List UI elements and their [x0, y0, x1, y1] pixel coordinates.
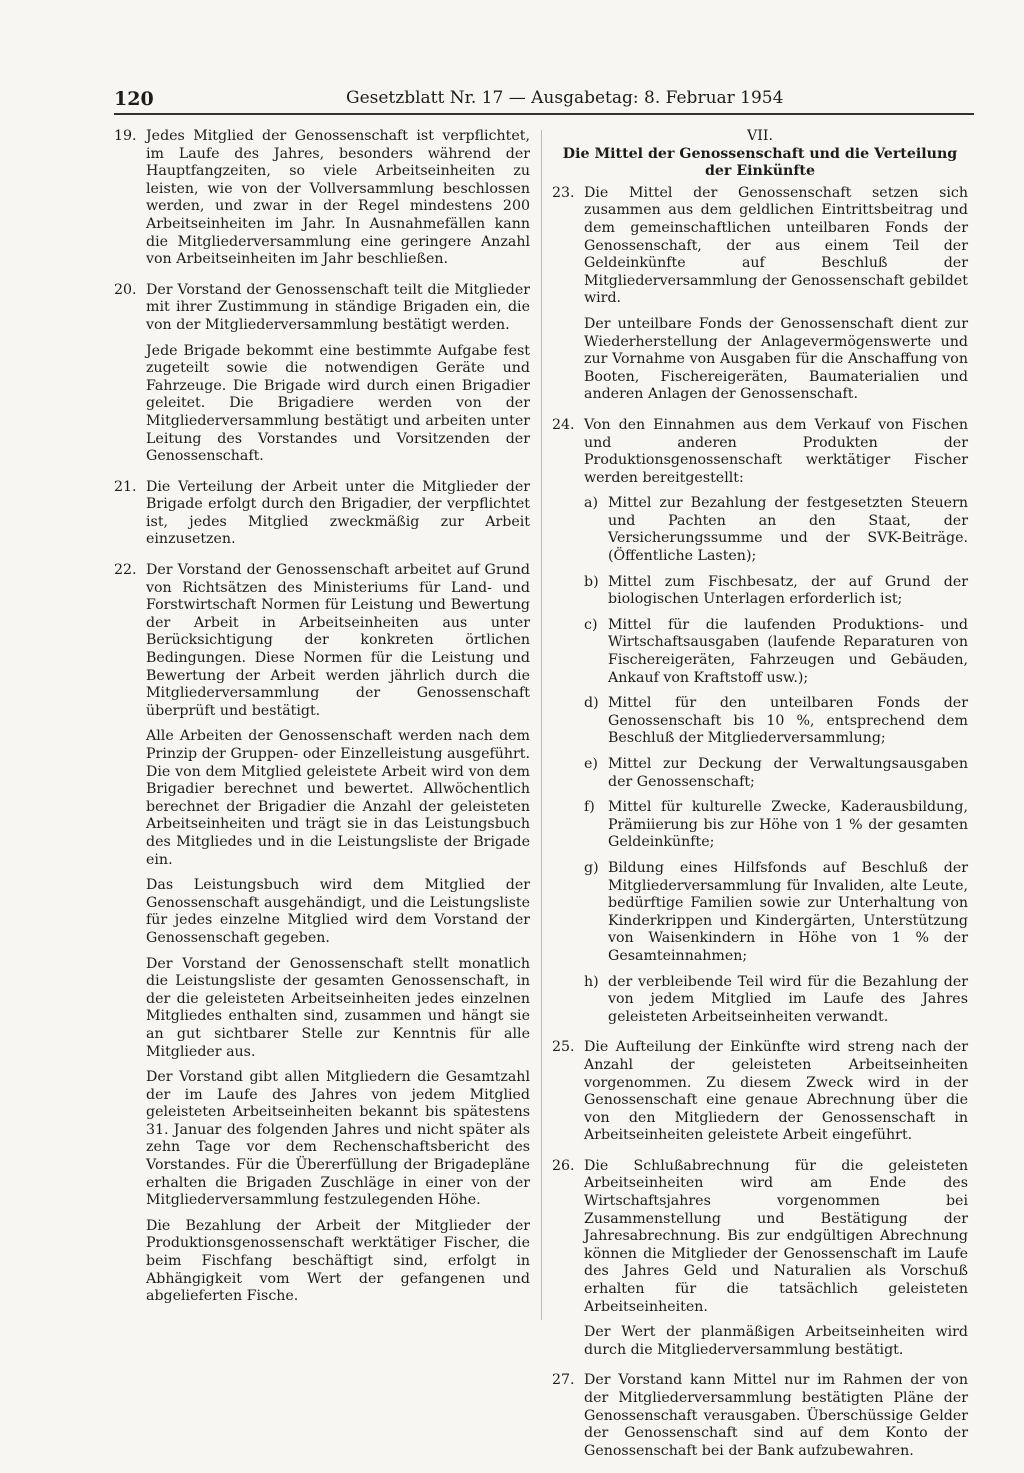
paragraph-item-24 [552, 417, 968, 1026]
sub-item [584, 574, 968, 609]
item-paragraph: Das Leistungsbuch wird dem Mitglied der Genossenschaft ausgehändigt, und die Leistungsliste für jedes einzelne Mitglied wird dem Vorstand der Genossenschaft gegeben. [146, 877, 530, 946]
sub-item-text: Mittel für kulturelle Zwecke, Kaderausbildung, Prämiierung bis zur Höhe von 1 % der gesamten Geldeinkünfte; [608, 799, 968, 851]
sub-item-text: Mittel zur Bezahlung der festgesetzten Steuern und Pachten an den Staat, der Versicherungssumme und der SVK-Beiträge. (Öffentliche Lasten); [608, 495, 968, 565]
sub-item-text: Mittel für die laufenden Produktions- und Wirtschaftsausgaben (laufende Reparaturen von Fischereigeräten, Fahrzeugen und Gebäuden, Ankauf von Kraftstoff usw.); [608, 616, 968, 686]
sub-item-label: d) [584, 695, 599, 712]
sub-item [584, 756, 968, 791]
paragraph-item-27 [552, 1372, 968, 1460]
paragraph-item-21 [114, 479, 530, 549]
item-number: 20. [114, 281, 137, 298]
sub-item-text: Mittel für den unteilbaren Fonds der Genossenschaft bis 10 %, entsprechend dem Beschluß der Mitgliederversammlung; [608, 695, 968, 747]
item-paragraph: Die Aufteilung der Einkünfte wird streng nach der Anzahl der geleisteten Arbeitseinheiten vorgenommen. Zu diesem Zweck wird in der Genossenschaft eine genaue Abrechnung über die von den Mitgliedern der Genossenschaft in Arbeitseinheiten geleistete Arbeit eingeführt. [584, 1039, 968, 1144]
paragraph-item-26 [552, 1158, 968, 1360]
item-paragraph: Der unteilbare Fonds der Genossenschaft dient zur Wiederherstellung der Anlagevermögenswerte und zur Vornahme von Ausgaben für die Anschaffung von Booten, Fischereigeräten, Baumaterialien und anderen Anlagen der Genossenschaft. [584, 315, 968, 403]
sub-item-label: c) [584, 616, 598, 633]
sub-item-label: a) [584, 495, 598, 512]
item-paragraph: Der Vorstand der Genossenschaft stellt monatlich die Leistungsliste der gesamten Genossenschaft, in der die geleisteten Arbeitseinheiten jedes einzelnen Mitgliedes enthalten sind, zusammen und hängt sie an gut sichtbarer Stelle zur Kenntnis für alle Mitglieder aus. [146, 955, 530, 1060]
sub-item [584, 695, 968, 748]
sub-item [584, 860, 968, 966]
sub-item-text: der verbleibende Teil wird für die Bezahlung der von jedem Mitglied im Laufe des Jahres geleisteten Arbeitseinheiten verwandt. [608, 973, 968, 1025]
item-number: 26. [552, 1157, 575, 1174]
item-number: 23. [552, 184, 575, 201]
sub-item [584, 974, 968, 1027]
right-column [552, 128, 968, 1473]
item-paragraph: Der Vorstand der Genossenschaft teilt die Mitglieder mit ihrer Zustimmung in ständige Brigaden ein, die von der Mitgliederversammlung bestätigt werden. [146, 281, 530, 333]
column-divider [541, 130, 542, 1320]
paragraph-item-22 [114, 562, 530, 1306]
item-number: 25. [552, 1039, 575, 1056]
section-number: VII. [747, 128, 773, 144]
paragraph-item-23 [552, 185, 968, 404]
item-paragraph: Die Verteilung der Arbeit unter die Mitglieder der Brigade erfolgt durch den Brigadier, der verpflichtet ist, jedes Mitglied zweckmäßig zur Arbeit einzusetzen. [146, 478, 530, 548]
sub-item-label: e) [584, 756, 598, 772]
item-number: 21. [114, 478, 137, 495]
item-paragraph: Die Bezahlung der Arbeit der Mitglieder der Produktionsgenossenschaft werktätiger Fischer, die beim Fischfang beschäftigt sind, erfolgt in Abhängigkeit vom Wert der gefangenen und abgelieferten Fische. [146, 1217, 530, 1305]
sub-item [584, 495, 968, 565]
sub-item-text: Mittel zum Fischbesatz, der auf Grund der biologischen Unterlagen erforderlich ist; [608, 573, 968, 608]
item-paragraph: Der Vorstand gibt allen Mitgliedern die Gesamtzahl der im Laufe des Jahres von jedem Mitglied geleisteten Arbeitseinheiten bekannt bis spätestens 31. Januar des folgenden Jahres und nicht später als zehn Tage vor dem Rechenschaftsbericht des Vorstandes. Für die Übererfüllung der Brigadepläne erhalten die Brigaden Zuschläge in einer von der Mitgliederversammlung festzulegenden Höhe. [146, 1069, 530, 1209]
item-paragraph: Von den Einnahmen aus dem Verkauf von Fischen und anderen Produkten der Produktionsgenossenschaft werktätiger Fischer werden bereitgestellt: [584, 416, 968, 486]
section-title: Die Mittel der Genossenschaft und die Verteilung der Einkünfte [562, 145, 958, 180]
item-paragraph: Der Vorstand kann Mittel nur im Rahmen der von der Mitgliederversammlung bestätigten Pläne der Genossenschaft verausgaben. Überschüssige Gelder der Genossenschaft sind auf dem Konto der Genossenschaft bei der Bank aufzubewahren. [584, 1372, 968, 1459]
sub-item-label: f) [584, 799, 595, 816]
sub-item-text: Mittel zur Deckung der Verwaltungsausgaben der Genossenschaft; [608, 756, 968, 790]
item-paragraph: Jede Brigade bekommt eine bestimmte Aufgabe fest zugeteilt sowie die notwendigen Geräte und Fahrzeuge. Die Brigade wird durch einen Brigadier geleitet. Die Brigadiere werden von der Mitgliederversammlung bestätigt und arbeiten unter Leitung des Vorstandes und Vorsitzenden der Genossenschaft. [146, 342, 530, 465]
item-paragraph: Alle Arbeiten der Genossenschaft werden nach dem Prinzip der Gruppen- oder Einzelleistung ausgeführt. Die von dem Mitglied geleistete Arbeit wird von dem Brigadier berechnet und bewertet. Allwöchentlich berechnet der Brigadier die Anzahl der geleisteten Arbeitseinheiten und trägt sie in das Leistungsbuch des Mitgliedes und in die Leistungsliste der Brigade ein. [146, 728, 530, 868]
item-paragraph: Die Schlußabrechnung für die geleisteten Arbeitseinheiten wird am Ende des Wirtschaftsjahres vorgenommen bei Zusammenstellung und Bestätigung der Jahresabrechnung. Bis zur endgültigen Abrechnung können die Mitglieder der Genossenschaft im Laufe des Jahres Geld und Naturalien als Vorschuß erhalten für die tatsächlich geleisteten Arbeitseinheiten. [584, 1157, 968, 1315]
item-number: 22. [114, 562, 137, 579]
sub-item-label: h) [584, 973, 599, 990]
page-header [114, 88, 974, 110]
sub-item [584, 799, 968, 852]
item-paragraph: Der Vorstand der Genossenschaft arbeitet auf Grund von Richtsätzen des Ministeriums für Land- und Forstwirtschaft Normen für Leistung und Bewertung der Arbeit in Arbeitseinheiten aus unter Berücksichtigung der konkreten örtlichen Bedingungen. Diese Normen für die Leistung und Bewertung der Arbeit werden jährlich durch die Mitgliederversammlung der Genossenschaft überprüft und bestätigt. [146, 562, 530, 719]
sub-item [584, 617, 968, 687]
paragraph-item-19 [114, 128, 530, 269]
sub-item-label: b) [584, 573, 599, 590]
paragraph-item-25 [552, 1039, 968, 1145]
header-rule [114, 113, 974, 115]
item-paragraph: Die Mittel der Genossenschaft setzen sich zusammen aus dem geldlichen Eintrittsbeitrag und dem gemeinschaftlichen unteilbaren Fonds der Genossenschaft, der aus einem Teil der Geldeinkünfte auf Beschluß der Mitgliederversammlung der Genossenschaft gebildet wird. [584, 184, 968, 307]
item-number: 24. [552, 416, 575, 433]
sub-item-label: g) [584, 859, 599, 876]
item-paragraph: Jedes Mitglied der Genossenschaft ist verpflichtet, im Laufe des Jahres, besonders während der Hauptfangzeiten, so viele Arbeitseinheiten zu leisten, wie von der Vollversammlung beschlossen werden, und zwar in der Regel mindestens 200 Arbeitseinheiten im Jahr. In Ausnahmefällen kann die Mitgliederversammlung eine geringere Anzahl von Arbeitseinheiten im Jahr beschließen. [146, 128, 530, 268]
paragraph-item-20 [114, 282, 530, 466]
item-number: 27. [552, 1372, 575, 1389]
sub-item-text: Bildung eines Hilfsfonds auf Beschluß der Mitgliederversammlung für Invaliden, alte Leute, bedürftige Familien sowie zur Unterhaltung von Kinderkrippen und Kindergärten, Unterstützung von Waisenkindern in Höhe von 1 % der Gesamteinnahmen; [608, 859, 968, 964]
item-number: 19. [114, 128, 137, 144]
header-title: Gesetzblatt Nr. 17 — Ausgabetag: 8. Februar 1954 [346, 88, 784, 108]
item-paragraph: Der Wert der planmäßigen Arbeitseinheiten wird durch die Mitgliederversammlung bestätigt. [584, 1324, 968, 1358]
left-column [114, 128, 530, 1319]
page-number: 120 [114, 88, 154, 110]
